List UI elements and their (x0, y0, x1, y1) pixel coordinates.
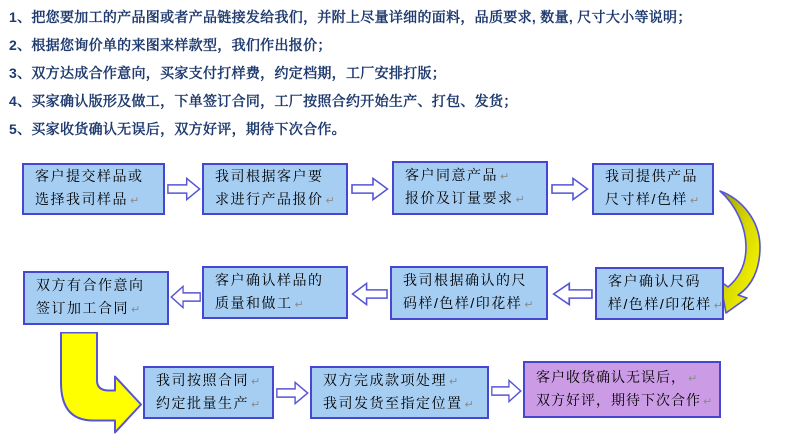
return-mark-icon: ↵ (524, 299, 534, 311)
right-block-arrow (491, 379, 522, 403)
return-mark-icon: ↵ (500, 171, 510, 183)
flow-box-make-confirmed-samples: 我司根据确认的尺 码样/色样/印花样 ↵ (390, 266, 548, 320)
flow-box-receipt-and-feedback: 客户收货确认无误后， ↵ 双方好评，期待下次合作 ↵ (523, 361, 721, 418)
flow-box-customer-submit-sample: 客户提交样品或 选择我司样品 ↵ (22, 163, 165, 215)
return-mark-icon: ↵ (464, 398, 474, 411)
return-mark-icon: ↵ (689, 195, 700, 207)
return-mark-icon: ↵ (703, 395, 713, 408)
return-mark-icon: ↵ (130, 195, 140, 207)
intro-step-2: 2、根据您询价单的来图来样款型，我们作出报价； (9, 37, 332, 53)
return-mark-icon: ↵ (688, 372, 698, 385)
return-mark-icon: ↵ (713, 299, 723, 312)
intro-step-3: 3、双方达成合作意向，买家支付打样费，约定档期，工厂安排打版； (9, 65, 447, 81)
right-block-arrow (551, 177, 589, 201)
intro-step-1: 1、把您要加工的产品图或者产品链接发给我们，并附上尽量详细的面料，品质要求, 数量, 尺寸大小等说明； (9, 9, 692, 25)
intro-steps (9, 8, 779, 148)
flow-box-provide-size-color-sample: 我司提供产品 尺寸样/色样 ↵ (592, 163, 714, 215)
return-mark-icon: ↵ (515, 194, 525, 206)
right-block-arrow (276, 381, 309, 405)
flow-box-batch-production: 我司按照合同 ↵ 约定批量生产 ↵ (143, 366, 274, 419)
flow-box-customer-confirm-size-sample: 客户确认尺码 样/色样/印花样 ↵ (595, 267, 724, 320)
flow-box-payment-and-shipping: 双方完成款项处理 ↵ 我司发货至指定位置 ↵ (310, 366, 489, 419)
intro-step-5: 5、买家收货确认无误后，双方好评，期待下次合作。 (9, 121, 346, 137)
left-block-arrow (351, 282, 388, 306)
flow-box-customer-agree-quote: 客户同意产品 ↵ 报价及订量要求 ↵ (392, 161, 548, 215)
left-block-arrow (552, 282, 593, 306)
return-mark-icon: ↵ (251, 375, 261, 388)
flow-box-quote-by-requirements: 我司根据客户要 求进行产品报价 ↵ (202, 163, 348, 215)
return-mark-icon: ↵ (251, 398, 261, 411)
return-mark-icon: ↵ (449, 375, 459, 388)
right-block-arrow (167, 177, 201, 201)
flow-box-customer-confirm-quality: 客户确认样品的 质量和做工 ↵ (202, 266, 348, 319)
intro-step-4: 4、买家确认版形及做工，下单签订合同，工厂按照合约开始生产、打包、发货； (9, 93, 518, 109)
return-mark-icon: ↵ (131, 304, 141, 316)
bent-down-right-arrow (57, 332, 145, 435)
left-block-arrow (170, 285, 201, 309)
return-mark-icon: ↵ (294, 298, 304, 311)
return-mark-icon: ↵ (325, 195, 335, 207)
right-block-arrow (351, 177, 389, 201)
flow-box-sign-processing-contract: 双方有合作意向 签订加工合同 ↵ (23, 271, 169, 325)
